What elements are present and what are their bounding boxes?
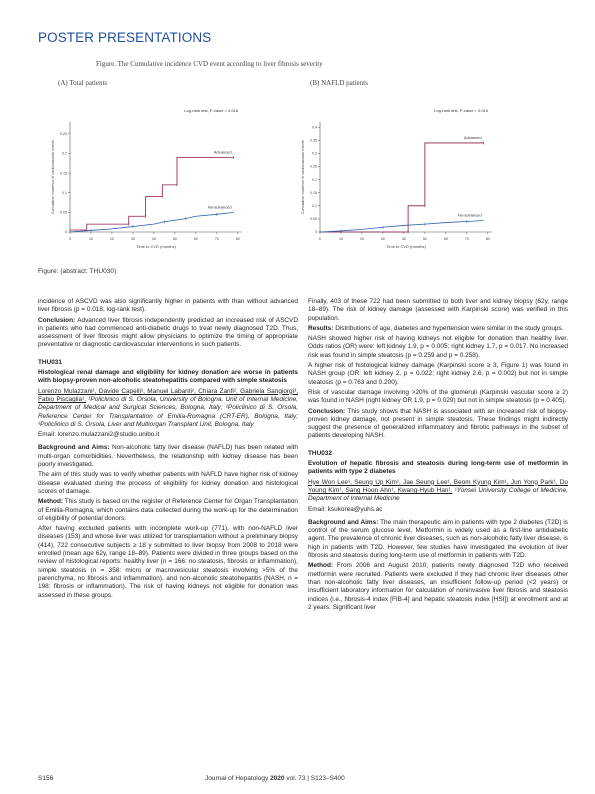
method-paragraph: [38, 498, 298, 523]
x-tick-label: 40: [151, 237, 156, 241]
series-label: No-advanced: [207, 204, 232, 210]
x-tick-label: 50: [172, 237, 177, 241]
x-tick-label: 30: [380, 237, 385, 241]
y-tick-label: 0.05: [60, 210, 67, 215]
results-paragraph-2: NASH showed higher risk of having kidneys not eligible for donation than healthy liver. Odds ratios (OR) were: left kidney 1.9, p = 0.005; right kidney 1.7, p = 0.017. No increased risk was found in simple steatosis (p = 0.259 and p = 0.258).: [308, 335, 568, 359]
background-text: Non-alcoholic fatty liver disease (NAFLD) has been related with multi-organ comorbidities. Nevertheless, the relationship with kidney disease has been poorly investigated.: [38, 444, 298, 469]
logrank-annotation: Log-rank test, P-value = 0.015: [434, 108, 488, 113]
y-tick-label: 0: [65, 230, 67, 235]
background-label: Background and Aims:: [308, 518, 379, 526]
x-tick-label: 70: [464, 237, 469, 241]
conclusion-text: This study shows that NASH is associated with an increased risk of biopsy-proven kidney damage, not present in simple steatosis. These findings might indirectly suggest the presence of generalized inflammatory and fibrotic pathways in the subset of patients developing NASH.: [308, 407, 568, 440]
panel-a-label: (A) Total patients: [58, 79, 108, 87]
abstract-title: Evolution of hepatic fibrosis and steatosis during long-term use of metformin in patients with type 2 diabetes: [308, 460, 568, 476]
figure-title: Figure. The Cumulative incidence CVD event according to liver fibrosis severity: [96, 60, 323, 68]
results-text: Distributions of age, diabetes and hypertension were similar in the study groups.: [333, 324, 564, 332]
y-tick-label: 0.2: [312, 177, 317, 182]
x-tick-label: 80: [235, 237, 240, 241]
y-tick-label: 0.1: [62, 190, 67, 195]
abstract-id: THU031: [38, 358, 62, 366]
figure: [38, 52, 558, 280]
x-axis-label: Time to CVD (months): [386, 244, 426, 249]
method-text: From 2006 and August 2010, patients newly diagnosed T2D who received metformin were recruited. Patients were excluded if they had chronic liver diseases other than non-alcoholic fatty liver diseases, an insufficient follow-up period (<2 years) or insufficient laboratory information for calculation of noninvasive liver fibrosis and steatosis indices (i.e., fibrosis-4 index [FIB-4] and hepatic steatosis index [HSI]) at enrollment and at 2 years. Significant liver: [308, 562, 568, 611]
y-tick-label: 0.2: [62, 151, 67, 156]
journal-citation: [205, 775, 345, 782]
x-tick-label: 0: [319, 237, 321, 241]
x-tick-label: 60: [193, 237, 198, 241]
journal-volume: vol. 73 | S123–S400: [284, 775, 345, 782]
x-tick-label: 0: [69, 237, 71, 241]
background-paragraph: [38, 444, 298, 469]
series-line: [320, 220, 484, 232]
background-label: Background and Aims:: [38, 444, 110, 452]
y-tick-label: 0.3: [312, 151, 317, 156]
results-label: Results:: [308, 324, 334, 332]
method-label: Method:: [308, 562, 334, 570]
conclusion-paragraph: [38, 317, 298, 350]
y-tick-label: 0.25: [310, 164, 317, 169]
y-tick-label: 0: [315, 230, 317, 235]
authors-block: [38, 388, 298, 429]
chart-nafld-patients: [288, 92, 538, 272]
conclusion-text: Advanced liver fibrosis independently predicted an increased risk of ASCVD in patients who had commenced anti-diabetic drugs to treat newly diagnosed T2D. Thus, assessment of liver fibrosis might allow physicians to optimize the timing of appropriate preventative or diagnostic cardiovascular interventions in such patients.: [38, 316, 298, 349]
series-line: [70, 157, 234, 230]
x-tick-label: 70: [214, 237, 219, 241]
results-paragraph: [308, 325, 568, 333]
background-paragraph: [308, 519, 568, 560]
paragraph: Finally, 403 of these 722 had been submitted to both liver and kidney biopsy (62y, range 18–89). The risk of kidney damage (assessed with Karpinski score) was verified in this population.: [308, 298, 568, 322]
method-paragraph-2: After having excluded patients with incomplete work-up (771), with non-NAFLD liver diseases (153) and whose liver was utilized for transplantation without a preliminary biopsy (414), 722 consecutive subjects ≥ 18 y submitted to liver biopsy from 2008 to 2018 were enrolled (mean age 62y, range 18–89). Patients were divided in three groups based on the review of histological reports: healthy liver (n = 166: no steatosis, fibrosis or inflammation), simple steatosis (n = 358: micro or macrovesicular steatosis involving >5% of the parenchyma, no fibrosis and inflammation), and non-alcoholic steatohepatitis (NASH, n = 198: fibrosis or inflammation). The risk of having kidneys not eligible for donation was assessed in these groups.: [38, 525, 298, 599]
abstract-id: THU032: [308, 449, 332, 457]
y-tick-label: 0.1: [312, 204, 317, 209]
email: Email: ksukorea@yuhs.ac: [308, 505, 383, 513]
section-header: POSTER PRESENTATIONS: [38, 30, 212, 45]
y-axis-label: Cumulative incidence of cardiovascular events: [301, 140, 305, 214]
y-tick-label: 0.15: [60, 171, 67, 176]
abstract-title: Histological renal damage and eligibility for kidney donation are worse in patients with biopsy-proven non-alcoholic steatohepatitis compared with simple steatosis: [38, 369, 298, 385]
y-tick-label: 0.05: [310, 217, 317, 222]
x-tick-label: 10: [338, 237, 343, 241]
journal-year: 2020: [270, 775, 285, 782]
aim-paragraph: The aim of this study was to verify whether patients with NAFLD have higher risk of kidney disease evaluated during the process of eligibility for kidney donation and histological scores of damage.: [38, 471, 298, 495]
x-tick-label: 10: [88, 237, 93, 241]
series-line: [320, 143, 484, 232]
series-label: Advanced: [213, 149, 232, 155]
conclusion-label: Conclusion:: [308, 407, 346, 415]
x-tick-label: 50: [422, 237, 427, 241]
affiliation: ¹Yonsei University College of Medicine, Department of Internal Medicine: [308, 486, 568, 503]
x-tick-label: 30: [130, 237, 135, 241]
method-text: This study is based on the register of Reference Center for Organ Transplantation of Emilia-Romagna, which contains data collected during the work-up for the determination of eligibility of potential donors.: [38, 498, 298, 522]
logrank-annotation: Log-rank test, P-value = 0.018: [184, 108, 238, 113]
authors-block: [308, 479, 568, 504]
x-tick-label: 20: [109, 237, 114, 241]
y-tick-label: 0.4: [312, 125, 317, 130]
journal-name: Journal of Hepatology: [205, 775, 269, 782]
results-paragraph-4: Risk of vascular damage involving >20% of the glomeruli (Karpinski vascular score ≥ 2) was found in NASH (right kidney OR 1.9, p = 0.029) but not in simple steatosis (p = 0.405).: [308, 388, 568, 405]
series-line: [70, 212, 234, 232]
series-label: No-advanced: [457, 212, 482, 218]
figure-caption: Figure: (abstract: THU030): [38, 268, 117, 275]
affiliation: ¹Policlinico di S. Orsola, University of Bologna, Unit of Internal Medicine, Department of Medical and Surgical Sciences, Bologna, Italy; ²Policlinico di S. Orsola, Reference Center for Transplantation of Emilia-Romagna (CRT-ER), Bologna, Italy; ³Policlinico di S. Orsola, Liver and Multiorgan Transplant Unit, Bologna, Italy: [38, 395, 298, 428]
results-paragraph-3: A higher risk of histological kidney damage (Karpinski score ≥ 3, Figure 1) was found in NASH group (OR: left kidney 2, p = 0.022; right kidney 2.6, p = 0.002) but not in simple steatosis (p = 0.763 and 0.200).: [308, 362, 568, 386]
conclusion-paragraph: [308, 408, 568, 441]
page-number: S156: [38, 775, 54, 782]
right-column: [308, 298, 568, 614]
method-label: Method:: [38, 498, 64, 506]
authors: Hye Won Lee¹, Seung Up Kim¹, Jae Seung Lee¹, Beom Kyung Kim¹, Jun Yong Park¹, Do Young Kim¹, Sang Hoon Ahn¹, Kwang-Hyub Han¹.: [308, 478, 568, 494]
authors: Lorenzo Mulazzani¹, Davide Capelli¹, Manuel Labanti², Chiara Zanfi², Gabriela Sangiorgi³, Fabio Piscaglia¹.: [38, 387, 298, 403]
y-tick-label: 0.15: [310, 190, 317, 195]
method-paragraph: [308, 562, 568, 612]
x-axis-label: Time to CVD (months): [136, 244, 176, 249]
email: Email: lorenzo.mulazzani2@studio.unibo.it: [38, 431, 160, 439]
series-label: Advanced: [463, 134, 482, 140]
background-text: The main therapeutic aim in patients with type 2 diabetes (T2D) is control of the serum glucose level. Metformin is widely used as a first-line antidiabetic agent. The prevalence of chronic liver diseases, such as non-alcoholic fatty liver disease, is high in patients with T2D. However, few studies have investigated the evolution of liver fibrosis and steatosis during long-term use of metformin in patients with T2D.: [308, 518, 568, 560]
chart-total-patients: [38, 92, 288, 272]
conclusion-label: Conclusion:: [38, 316, 76, 324]
x-tick-label: 60: [443, 237, 448, 241]
paragraph: incidence of ASCVD was also significantly higher in patients with than without advanced liver fibrosis (p = 0.018, log-rank test).: [38, 298, 298, 314]
y-axis-label: Cumulative incidence of cardiovascular events: [51, 140, 55, 214]
x-tick-label: 40: [401, 237, 406, 241]
y-tick-label: 0.35: [310, 138, 317, 143]
left-column: [38, 298, 298, 602]
x-tick-label: 20: [359, 237, 364, 241]
y-tick-label: 0.25: [60, 131, 67, 136]
x-tick-label: 80: [485, 237, 490, 241]
panel-b-label: (B) NAFLD patients: [310, 79, 368, 87]
